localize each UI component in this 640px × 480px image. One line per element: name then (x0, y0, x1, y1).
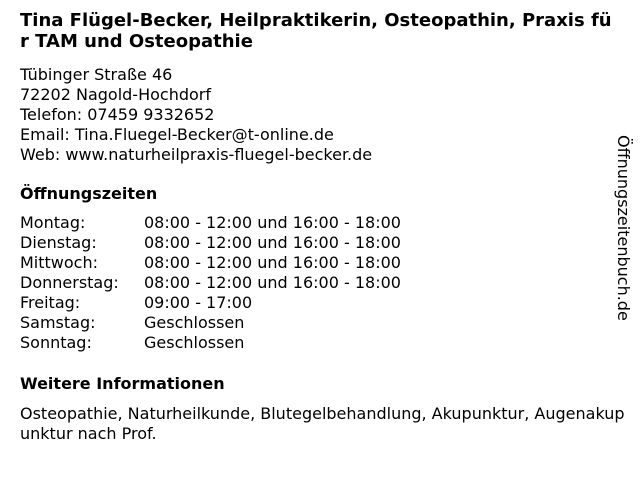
address-block (20, 65, 372, 165)
hours-day: Mittwoch: (20, 253, 98, 272)
hours-row-tuesday (20, 233, 401, 253)
address-web: Web: www.naturheilpraxis-fluegel-becker.de (20, 145, 373, 164)
hours-time: 08:00 - 12:00 und 16:00 - 18:00 (144, 233, 401, 252)
further-info-text: Osteopathie, Naturheilkunde, Blutegelbehandlung, Akupunktur, Augenakupunktur nach Prof. (20, 404, 625, 443)
hours-row-thursday (20, 273, 401, 293)
address-street: Tübinger Straße 46 (20, 65, 173, 84)
hours-row-friday (20, 293, 401, 313)
further-info-heading: Weitere Informationen (20, 374, 225, 393)
opening-hours-table (20, 213, 401, 353)
hours-day: Donnerstag: (20, 273, 119, 292)
hours-time: 08:00 - 12:00 und 16:00 - 18:00 (144, 213, 401, 232)
opening-hours-heading: Öffnungszeiten (20, 184, 158, 203)
hours-time: Geschlossen (144, 333, 245, 352)
hours-day: Samstag: (20, 313, 96, 332)
hours-time: 08:00 - 12:00 und 16:00 - 18:00 (144, 253, 401, 272)
hours-row-saturday (20, 313, 401, 333)
page-title: Tina Flügel-Becker, Heilpraktikerin, Osteopathin, Praxis für TAM und Osteopathie (20, 10, 612, 52)
hours-time: 09:00 - 17:00 (144, 293, 253, 312)
hours-time: 08:00 - 12:00 und 16:00 - 18:00 (144, 273, 401, 292)
hours-day: Dienstag: (20, 233, 97, 252)
hours-day: Sonntag: (20, 333, 92, 352)
hours-row-sunday (20, 333, 401, 353)
hours-time: Geschlossen (144, 313, 245, 332)
address-city: 72202 Nagold-Hochdorf (20, 85, 211, 104)
hours-row-monday (20, 213, 401, 233)
brand-watermark: Öffnungszeitenbuch.de (614, 135, 633, 321)
address-phone: Telefon: 07459 9332652 (20, 105, 215, 124)
hours-row-wednesday (20, 253, 401, 273)
hours-day: Montag: (20, 213, 86, 232)
hours-day: Freitag: (20, 293, 81, 312)
address-email: Email: Tina.Fluegel-Becker@t-online.de (20, 125, 334, 144)
